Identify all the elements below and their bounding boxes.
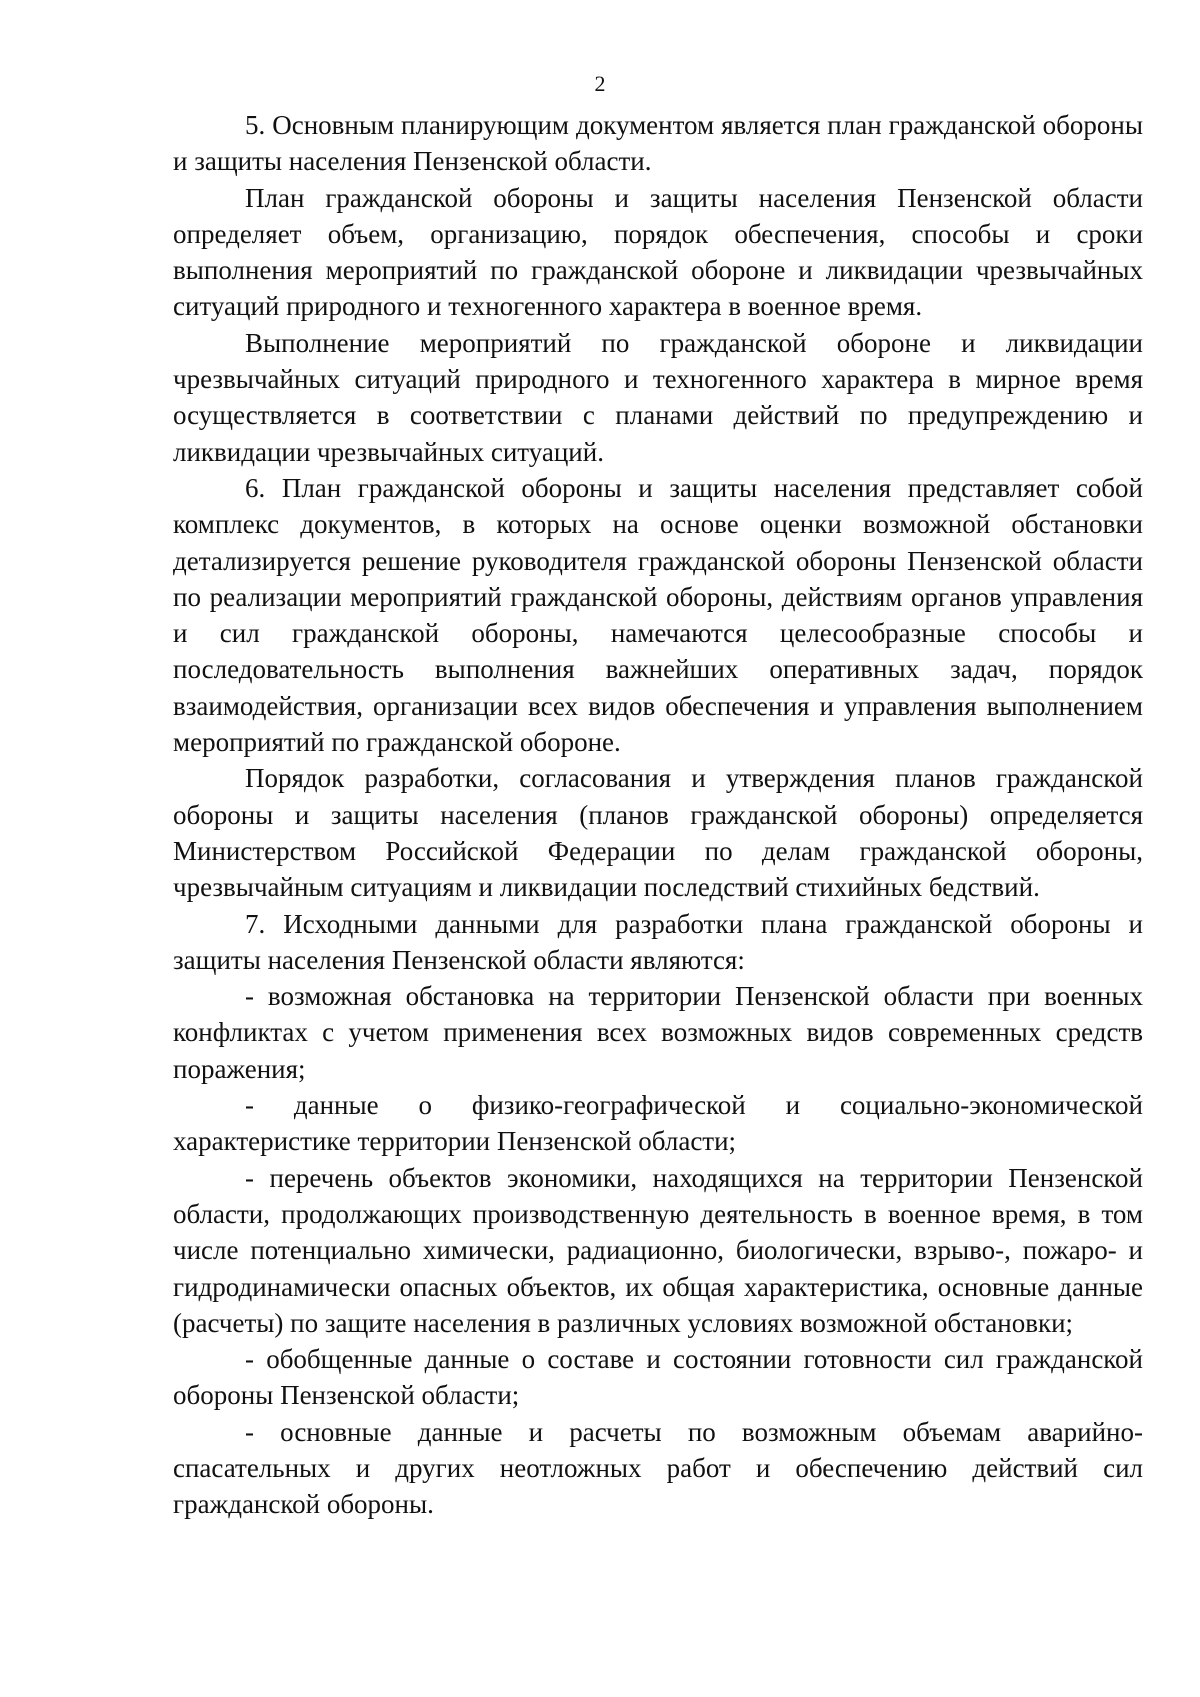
page-number: 2 [594,71,606,96]
paragraph-plan-approval-procedure: Порядок разработки, согласования и утверждения планов гражданской обороны и защиты населения (планов гражданской обороны) определяется Министерством Российской Федерации по делам гражданской обороны, чрезвычайным ситуациям и ликвидации последствий стихийных бедствий. [173,763,1143,903]
document-body [173,107,1143,1523]
paragraph-peacetime-measures: Выполнение мероприятий по гражданской обороне и ликвидации чрезвычайных ситуаций природного и техногенного характера в мирное время осуществляется в соответствии с планами действий по предупреждению и ликвидации чрезвычайных ситуаций. [173,327,1143,467]
paragraph-item-7: 7. Исходными данными для разработки плана гражданской обороны и защиты населения Пензенской области являются: [173,908,1143,975]
paragraph-item-6: 6. План гражданской обороны и защиты населения представляет собой комплекс документов, в которых на основе оценки возможной обстановки детализируется решение руководителя гражданской обороны Пензенской области по реализации мероприятий гражданской обороны, действиям органов управления и сил гражданской обороны, намечаются целесообразные способы и последовательность выполнения важнейших оперативных задач, порядок взаимодействия, организации всех видов обеспечения и управления выполнением мероприятий по гражданской обороне. [173,472,1143,758]
list-item-forces-readiness: - обобщенные данные о составе и состоянии готовности сил гражданской обороны Пензенской области; [173,1344,1143,1411]
list-item-economic-objects: - перечень объектов экономики, находящихся на территории Пензенской области, продолжающих производственную деятельность в военное время, в том числе потенциально химически, радиационно, биологически, взрыво-, пожаро- и гидродинамически опасных объектов, их общая характеристика, основные данные (расчеты) по защите населения в различных условиях возможной обстановки; [173,1162,1143,1338]
paragraph-item-5: 5. Основным планирующим документом является план гражданской обороны и защиты населения Пензенской области. [173,110,1143,177]
list-item-possible-situation: - возможная обстановка на территории Пензенской области при военных конфликтах с учетом применения всех возможных видов современных средств поражения; [173,981,1143,1084]
list-item-rescue-works: - основные данные и расчеты по возможным объемам аварийно-спасательных и других неотложных работ и обеспечению действий сил гражданской обороны. [173,1416,1143,1520]
list-item-geographic-data: - данные о физико-географической и социально-экономической характеристике территории Пензенской области; [173,1090,1143,1157]
paragraph-civil-defense-plan-definition: План гражданской обороны и защиты населения Пензенской области определяет объем, организацию, порядок обеспечения, способы и сроки выполнения мероприятий по гражданской обороне и ликвидации чрезвычайных ситуаций природного и техногенного характера в военное время. [173,182,1143,322]
